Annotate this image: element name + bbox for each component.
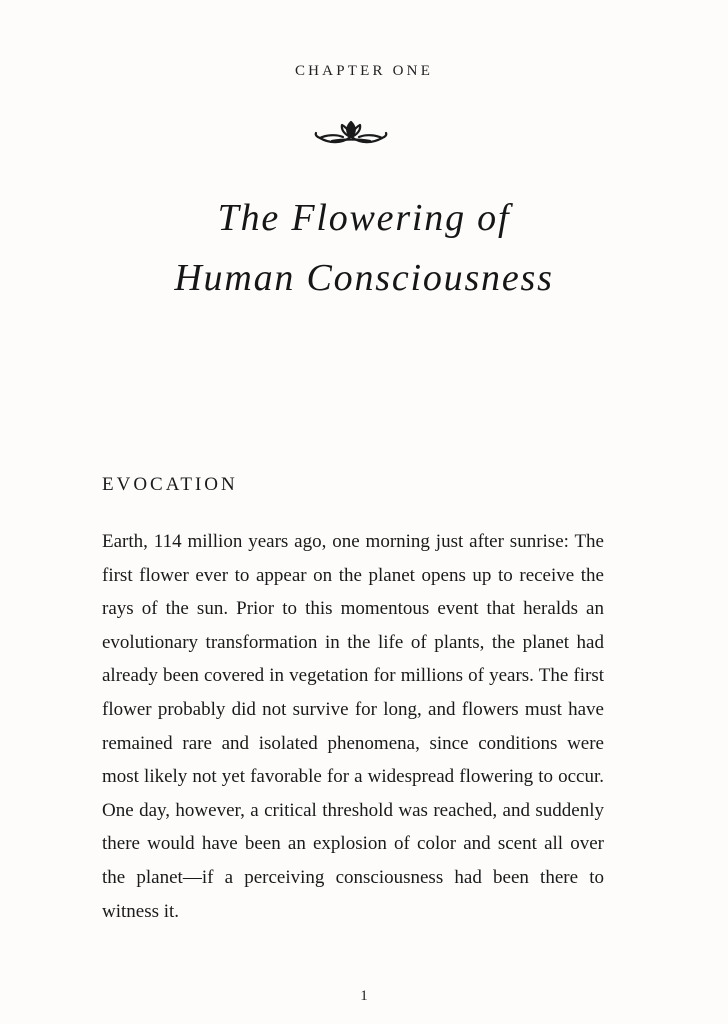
body-paragraph: Earth, 114 million years ago, one morning just after sunrise: The first flower ever to appear on the planet opens up to receive the rays of the sun. Prior to this momentous event that heralds an evolutionary transformation in the life of plants, the planet had already been covered in vegetation for millions of years. The first flower probably did not survive for long, and flowers must have remained rare and isolated phenomena, since conditions were most likely not yet favorable for a widespread flowering to occur. One day, however, a critical threshold was reached, and suddenly there would have been an explosion of color and scent all over the planet—if a perceiving consciousness had been there to witness it.	[102, 531, 604, 922]
floral-ornament-icon	[312, 116, 390, 148]
chapter-title-line-2: Human Consciousness	[174, 257, 554, 299]
page-number: 1	[360, 988, 368, 1004]
chapter-title-line-1: The Flowering of	[217, 197, 511, 239]
section-heading: EVOCATION	[102, 474, 238, 495]
chapter-label: CHAPTER ONE	[294, 63, 434, 79]
chapter-title	[0, 188, 728, 308]
